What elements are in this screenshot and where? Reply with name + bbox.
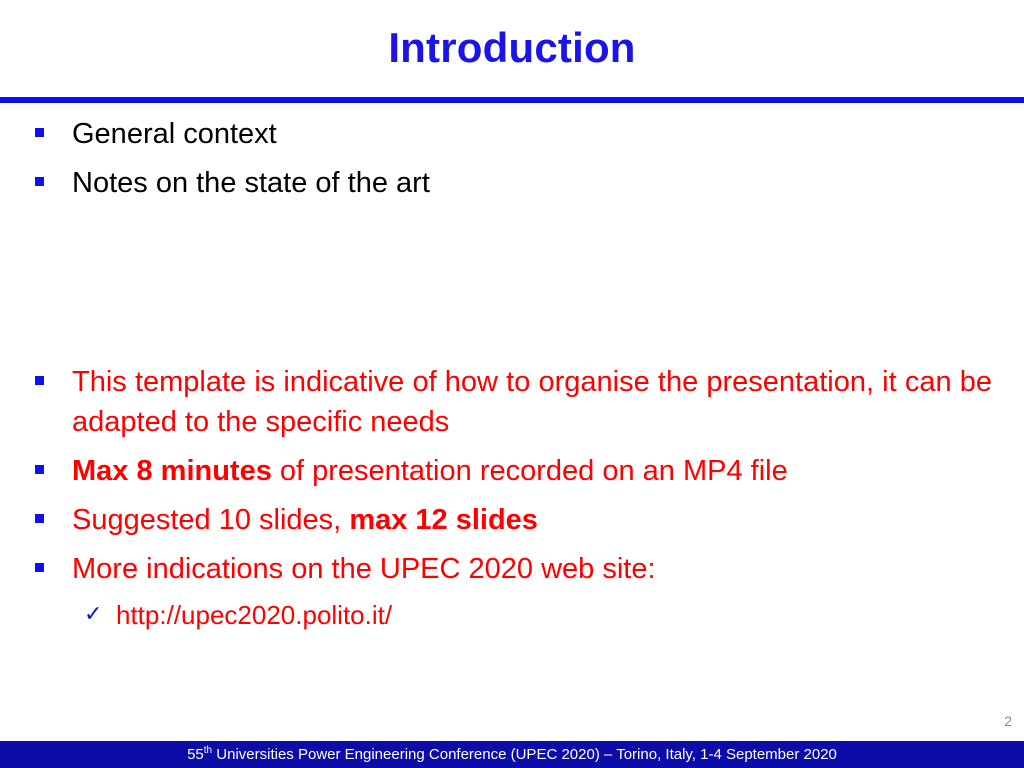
bullet-more-indications <box>34 549 992 589</box>
square-bullet-icon <box>35 514 44 523</box>
sub-bullet-link[interactable] <box>84 598 992 632</box>
bullet-template-note <box>34 362 992 442</box>
square-bullet-icon <box>35 465 44 474</box>
bullet-text: of presentation recorded on an MP4 file <box>271 455 788 487</box>
square-bullet-icon <box>35 376 44 385</box>
bullet-emphasis: Max 8 minutes <box>72 455 272 487</box>
bullet-duration <box>34 451 992 491</box>
bullet-text: More indications on the UPEC 2020 web site: <box>72 553 656 585</box>
website-link[interactable]: http://upec2020.polito.it/ <box>116 600 393 630</box>
bullet-state-of-art <box>34 163 992 203</box>
checkmark-icon: ✓ <box>84 602 103 627</box>
page-number: 2 <box>1004 713 1012 729</box>
footer-bar <box>0 741 1024 768</box>
bullet-slide-count <box>34 500 992 540</box>
bullet-text: Suggested 10 slides, <box>72 504 350 536</box>
bullet-emphasis: max 12 slides <box>349 504 538 536</box>
bullet-text: General context <box>72 118 277 150</box>
footer-conference-text: Universities Power Engineering Conference (UPEC 2020) – Torino, Italy, 1-4 September 2020 <box>212 746 837 763</box>
footer-ordinal-suffix: th <box>203 745 213 756</box>
square-bullet-icon <box>35 128 44 137</box>
bullet-text: This template is indicative of how to organise the presentation, it can be adapted to the specific needs <box>72 366 992 438</box>
footer-ordinal: 55 <box>187 746 204 763</box>
square-bullet-icon <box>35 177 44 186</box>
bullet-list-instructions <box>34 362 992 632</box>
bullet-general-context <box>34 114 992 154</box>
bullet-list-context <box>34 114 992 212</box>
square-bullet-icon <box>35 563 44 572</box>
bullet-text: Notes on the state of the art <box>72 167 430 199</box>
slide-title: Introduction <box>388 24 636 71</box>
title-divider <box>0 97 1024 103</box>
